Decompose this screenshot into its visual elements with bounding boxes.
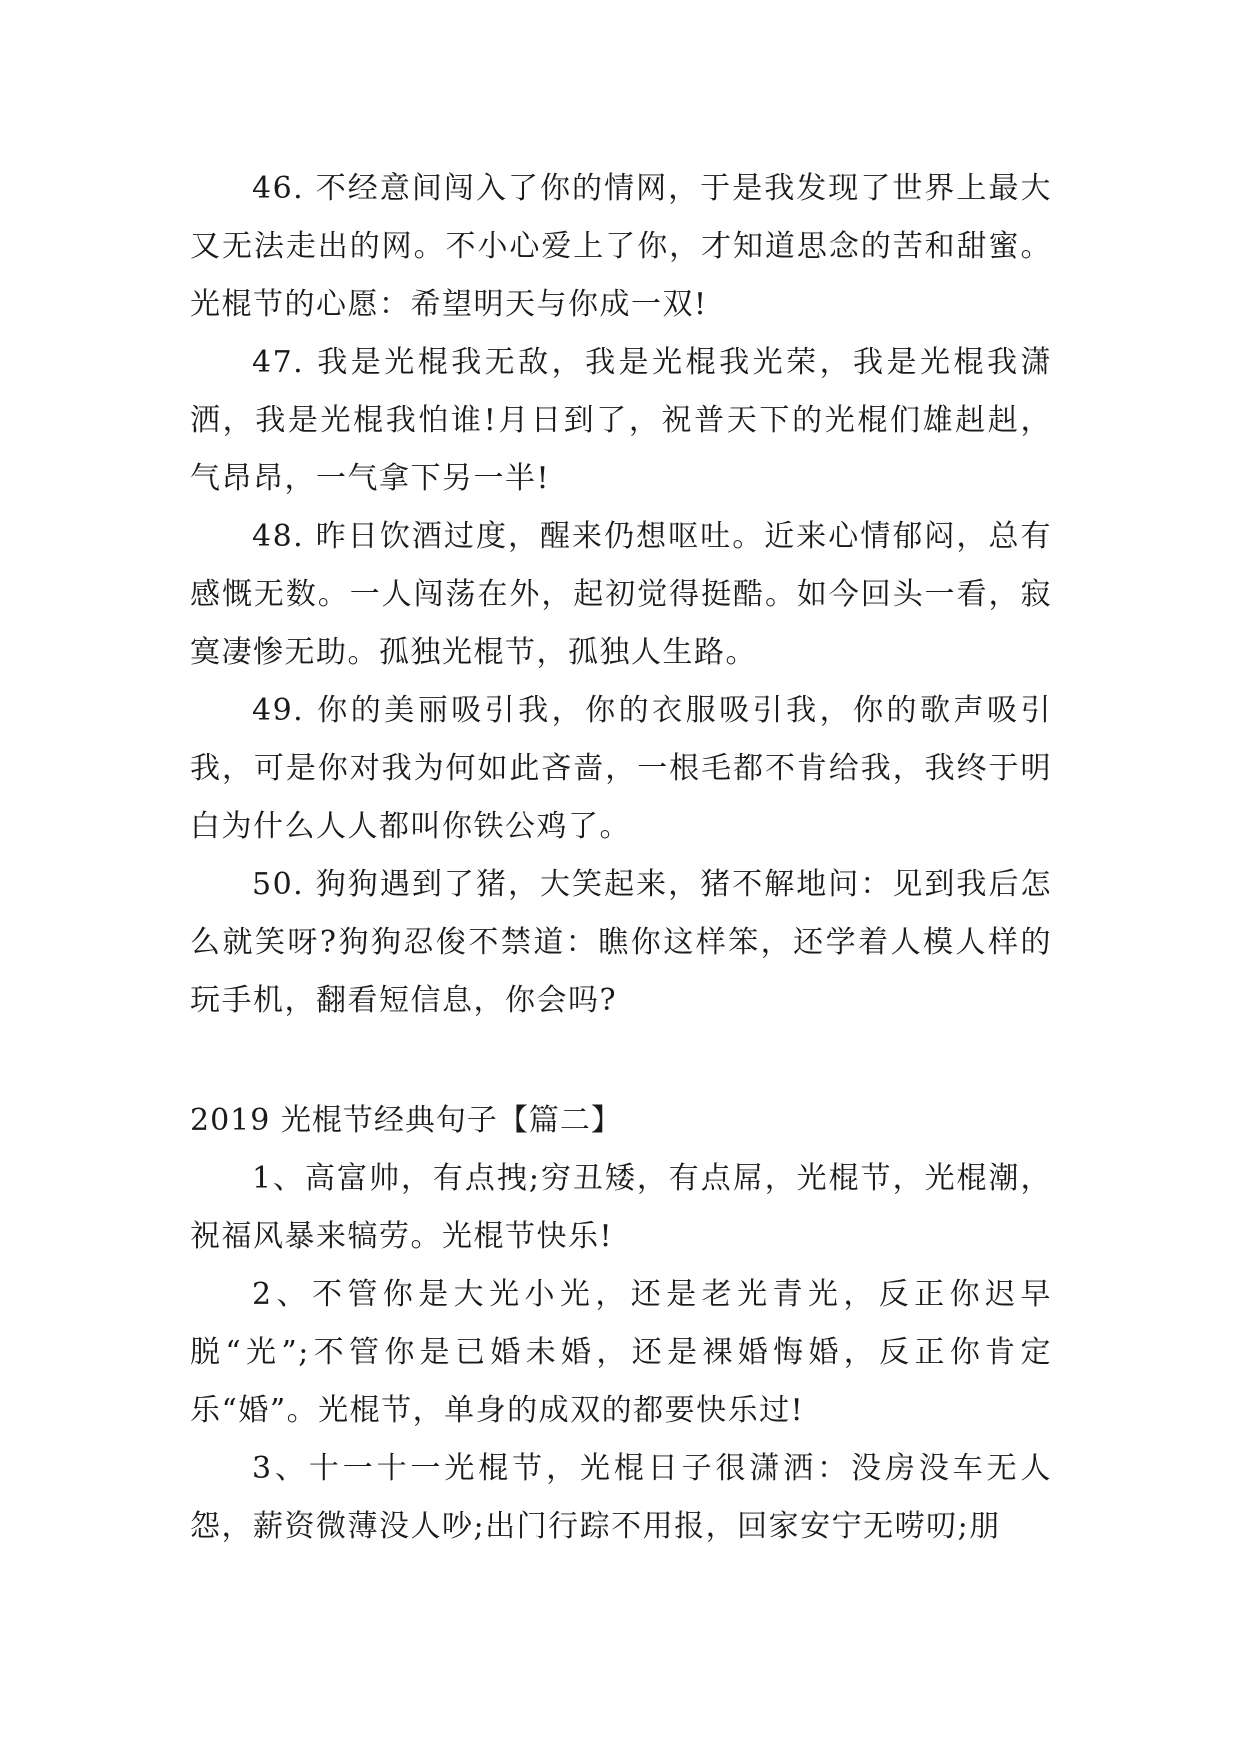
paragraph-48: 48. 昨日饮酒过度，醒来仍想呕吐。近来心情郁闷，总有感慨无数。一人闯荡在外，起初觉得挺酷。如今回头一看，寂寞凄惨无助。孤独光棍节，孤独人生路。 — [190, 519, 1052, 670]
paragraph-2: 2、不管你是大光小光，还是老光青光，反正你迟早脱“光”;不管你是已婚未婚，还是裸婚悔婚，反正你肯定乐“婚”。光棍节，单身的成双的都要快乐过! — [190, 1277, 1052, 1428]
paragraph-50: 50. 狗狗遇到了猪，大笑起来，猪不解地问：见到我后怎么就笑呀?狗狗忍俊不禁道：瞧你这样笨，还学着人模人样的玩手机，翻看短信息，你会吗? — [190, 867, 1052, 1018]
paragraph-47: 47. 我是光棍我无敌，我是光棍我光荣，我是光棍我潇洒，我是光棍我怕谁!月日到了，祝普天下的光棍们雄赳赳，气昂昂，一气拿下另一半! — [190, 345, 1052, 496]
section-heading: 2019 光棍节经典句子【篇二】 — [190, 1103, 622, 1138]
paragraph-46: 46. 不经意间闯入了你的情网，于是我发现了世界上最大又无法走出的网。不小心爱上了你，才知道思念的苦和甜蜜。光棍节的心愿：希望明天与你成一双! — [190, 171, 1052, 322]
paragraph-3: 3、十一十一光棍节，光棍日子很潇洒：没房没车无人怨，薪资微薄没人吵;出门行踪不用报，回家安宁无唠叨;朋 — [190, 1451, 1052, 1544]
paragraph-1: 1、高富帅，有点拽;穷丑矮，有点屌，光棍节，光棍潮，祝福风暴来犒劳。光棍节快乐! — [190, 1161, 1052, 1254]
document-body — [190, 160, 1052, 1556]
paragraph-49: 49. 你的美丽吸引我，你的衣服吸引我，你的歌声吸引我，可是你对我为何如此吝啬，一根毛都不肯给我，我终于明白为什么人人都叫你铁公鸡了。 — [190, 693, 1052, 844]
